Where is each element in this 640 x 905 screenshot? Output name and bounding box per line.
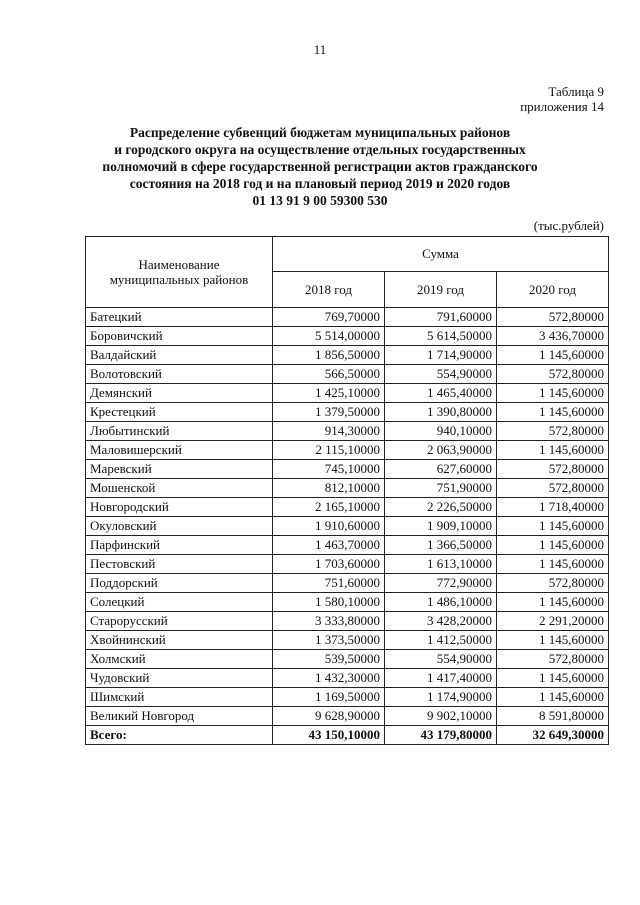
amount-2019: 772,90000 <box>385 574 497 593</box>
amount-2018: 1 425,10000 <box>273 384 385 403</box>
amount-2019: 1 390,80000 <box>385 403 497 422</box>
year-2020-header: 2020 год <box>497 272 609 308</box>
amount-2018: 1 379,50000 <box>273 403 385 422</box>
amount-2018: 751,60000 <box>273 574 385 593</box>
unit-note: (тыс.рублей) <box>533 218 604 233</box>
amount-2018: 3 333,80000 <box>273 612 385 631</box>
amount-2018: 745,10000 <box>273 460 385 479</box>
total-label: Всего: <box>86 726 273 745</box>
amount-2018: 2 115,10000 <box>273 441 385 460</box>
page-number: 11 <box>313 42 327 57</box>
amount-2019: 5 614,50000 <box>385 327 497 346</box>
amount-2019: 1 174,90000 <box>385 688 497 707</box>
amount-2020: 572,80000 <box>497 460 609 479</box>
district-name: Батецкий <box>86 308 273 327</box>
amount-2020: 572,80000 <box>497 479 609 498</box>
district-name: Великий Новгород <box>86 707 273 726</box>
table-row <box>86 460 609 479</box>
district-name: Хвойнинский <box>86 631 273 650</box>
amount-2020: 1 145,60000 <box>497 403 609 422</box>
amount-2019: 1 909,10000 <box>385 517 497 536</box>
year-2019-header: 2019 год <box>385 272 497 308</box>
amount-2020: 1 145,60000 <box>497 669 609 688</box>
amount-2019: 2 226,50000 <box>385 498 497 517</box>
amount-2020: 1 145,60000 <box>497 631 609 650</box>
document-title <box>70 124 570 209</box>
district-name: Солецкий <box>86 593 273 612</box>
table-row <box>86 365 609 384</box>
total-2020: 32 649,30000 <box>497 726 609 745</box>
district-name: Маловишерский <box>86 441 273 460</box>
table-row <box>86 612 609 631</box>
district-name: Окуловский <box>86 517 273 536</box>
table-row <box>86 536 609 555</box>
amount-2018: 914,30000 <box>273 422 385 441</box>
title-line: и городского округа на осуществление отдельных государственных <box>114 142 526 157</box>
subsidy-table <box>85 236 609 745</box>
table-row <box>86 384 609 403</box>
title-line: Распределение субвенций бюджетам муниципальных районов <box>129 125 511 140</box>
amount-2019: 1 465,40000 <box>385 384 497 403</box>
table-row <box>86 308 609 327</box>
district-name: Поддорский <box>86 574 273 593</box>
amount-2018: 1 432,30000 <box>273 669 385 688</box>
table-row <box>86 346 609 365</box>
amount-2020: 572,80000 <box>497 365 609 384</box>
amount-2018: 812,10000 <box>273 479 385 498</box>
amount-2020: 1 145,60000 <box>497 384 609 403</box>
amount-2020: 1 145,60000 <box>497 441 609 460</box>
amount-2018: 9 628,90000 <box>273 707 385 726</box>
table-row <box>86 631 609 650</box>
district-name: Новгородский <box>86 498 273 517</box>
table-row <box>86 593 609 612</box>
district-name: Маревский <box>86 460 273 479</box>
table-row <box>86 669 609 688</box>
title-line: состояния на 2018 год и на плановый период 2019 и 2020 годов <box>129 176 511 191</box>
appendix-number: приложения 14 <box>520 99 604 114</box>
amount-2019: 1 486,10000 <box>385 593 497 612</box>
table-row <box>86 650 609 669</box>
table-row <box>86 707 609 726</box>
district-name: Демянский <box>86 384 273 403</box>
amount-2020: 2 291,20000 <box>497 612 609 631</box>
total-row <box>86 726 609 745</box>
table-number: Таблица 9 <box>548 84 604 99</box>
amount-2018: 2 165,10000 <box>273 498 385 517</box>
district-name: Мошенской <box>86 479 273 498</box>
amount-2018: 1 910,60000 <box>273 517 385 536</box>
budget-code: 01 13 91 9 00 59300 530 <box>252 193 388 208</box>
amount-2020: 3 436,70000 <box>497 327 609 346</box>
district-name: Валдайский <box>86 346 273 365</box>
amount-2018: 1 169,50000 <box>273 688 385 707</box>
district-name: Боровичский <box>86 327 273 346</box>
district-name: Парфинский <box>86 536 273 555</box>
year-2018-header: 2018 год <box>273 272 385 308</box>
table-row <box>86 688 609 707</box>
amount-2019: 9 902,10000 <box>385 707 497 726</box>
table-row <box>86 422 609 441</box>
district-name: Чудовский <box>86 669 273 688</box>
amount-2019: 1 417,40000 <box>385 669 497 688</box>
table-row <box>86 479 609 498</box>
amount-2020: 1 145,60000 <box>497 593 609 612</box>
amount-2020: 8 591,80000 <box>497 707 609 726</box>
amount-2019: 1 613,10000 <box>385 555 497 574</box>
table-row <box>86 327 609 346</box>
total-2018: 43 150,10000 <box>273 726 385 745</box>
amount-2020: 1 145,60000 <box>497 688 609 707</box>
table-reference <box>520 84 604 114</box>
table-row <box>86 403 609 422</box>
amount-2020: 572,80000 <box>497 422 609 441</box>
amount-2020: 1 145,60000 <box>497 555 609 574</box>
amount-2019: 940,10000 <box>385 422 497 441</box>
amount-2018: 1 580,10000 <box>273 593 385 612</box>
name-header-line: Наименование <box>138 257 220 272</box>
amount-2019: 2 063,90000 <box>385 441 497 460</box>
amount-2019: 554,90000 <box>385 365 497 384</box>
amount-2019: 3 428,20000 <box>385 612 497 631</box>
amount-2018: 1 373,50000 <box>273 631 385 650</box>
name-header-line: муниципальных районов <box>109 272 249 287</box>
table-row <box>86 498 609 517</box>
amount-2018: 1 856,50000 <box>273 346 385 365</box>
amount-2019: 1 366,50000 <box>385 536 497 555</box>
title-line: полномочий в сфере государственной регистрации актов гражданского <box>102 159 538 174</box>
amount-2018: 1 463,70000 <box>273 536 385 555</box>
district-name: Крестецкий <box>86 403 273 422</box>
district-name: Холмский <box>86 650 273 669</box>
table-row <box>86 555 609 574</box>
amount-2019: 1 714,90000 <box>385 346 497 365</box>
district-name: Старорусский <box>86 612 273 631</box>
amount-2020: 572,80000 <box>497 574 609 593</box>
amount-2020: 572,80000 <box>497 650 609 669</box>
district-name: Любытинский <box>86 422 273 441</box>
sum-column-header: Сумма <box>273 237 609 272</box>
amount-2020: 1 145,60000 <box>497 346 609 365</box>
amount-2020: 572,80000 <box>497 308 609 327</box>
district-name: Шимский <box>86 688 273 707</box>
amount-2018: 5 514,00000 <box>273 327 385 346</box>
amount-2019: 554,90000 <box>385 650 497 669</box>
amount-2018: 1 703,60000 <box>273 555 385 574</box>
table-row <box>86 574 609 593</box>
amount-2020: 1 145,60000 <box>497 517 609 536</box>
name-column-header <box>86 237 273 308</box>
district-name: Пестовский <box>86 555 273 574</box>
amount-2018: 769,70000 <box>273 308 385 327</box>
amount-2019: 751,90000 <box>385 479 497 498</box>
table-row <box>86 517 609 536</box>
total-2019: 43 179,80000 <box>385 726 497 745</box>
amount-2019: 1 412,50000 <box>385 631 497 650</box>
table-row <box>86 441 609 460</box>
amount-2018: 566,50000 <box>273 365 385 384</box>
district-name: Волотовский <box>86 365 273 384</box>
amount-2019: 627,60000 <box>385 460 497 479</box>
amount-2020: 1 718,40000 <box>497 498 609 517</box>
amount-2020: 1 145,60000 <box>497 536 609 555</box>
amount-2019: 791,60000 <box>385 308 497 327</box>
amount-2018: 539,50000 <box>273 650 385 669</box>
